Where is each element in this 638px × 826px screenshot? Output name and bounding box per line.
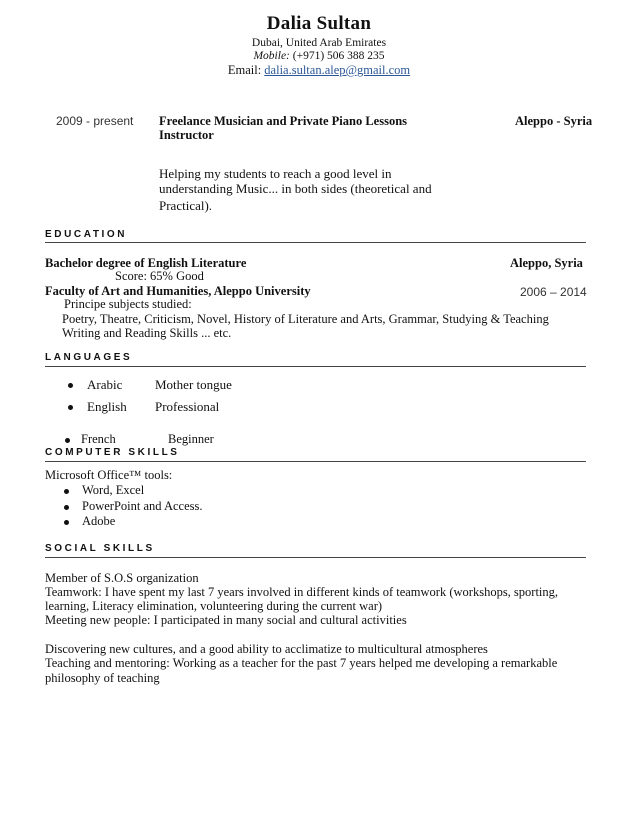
- social-skills-line: philosophy of teaching: [45, 671, 160, 685]
- social-skills-line: learning, Literacy elimination, volunteering during the current war): [45, 599, 383, 613]
- language-name: French: [81, 432, 116, 446]
- social-skills-line: Discovering new cultures, and a good ability to acclimatize to multicultural atmospheres: [45, 642, 488, 656]
- bullet-icon: [65, 438, 70, 443]
- mobile-label: Mobile:: [253, 50, 290, 62]
- language-level: Beginner: [168, 432, 214, 446]
- email-line: [0, 63, 638, 78]
- education-faculty: Faculty of Art and Humanities, Aleppo University: [45, 284, 311, 298]
- computer-skills-heading: COMPUTER SKILLS: [45, 447, 180, 458]
- social-skills-line: Teamwork: I have spent my last 7 years involved in different kinds of teamwork (workshops, sporting,: [45, 585, 559, 599]
- bullet-icon: [64, 505, 69, 510]
- email-link[interactable]: dalia.sultan.alep@gmail.com: [264, 63, 411, 77]
- experience-title-line1: Freelance Musician and Private Piano Lessons: [159, 114, 408, 128]
- experience-dates: 2009 - present: [56, 114, 134, 128]
- education-dates: 2006 – 2014: [520, 285, 587, 299]
- social-skills-line: Member of S.O.S organization: [45, 571, 199, 585]
- bullet-icon: [64, 489, 69, 494]
- experience-desc-line3: Practical).: [159, 198, 213, 213]
- language-name: English: [87, 399, 127, 414]
- languages-divider: [45, 366, 586, 367]
- language-level: Professional: [155, 399, 220, 414]
- education-heading: EDUCATION: [45, 229, 128, 240]
- computer-skill-item: Word, Excel: [82, 483, 145, 497]
- education-divider: [45, 242, 586, 243]
- social-skills-line: Meeting new people: I participated in many social and cultural activities: [45, 613, 407, 627]
- education-subjects-line2: Writing and Reading Skills ... etc.: [62, 326, 232, 340]
- computer-skill-item: Adobe: [82, 514, 116, 528]
- experience-desc-line1: Helping my students to reach a good level in: [159, 166, 392, 181]
- bullet-icon: [64, 520, 69, 525]
- social-skills-divider: [45, 557, 586, 558]
- language-name: Arabic: [87, 377, 123, 392]
- address: Dubai, United Arab Emirates: [251, 37, 387, 49]
- experience-title-line2: Instructor: [159, 128, 214, 142]
- experience-location: Aleppo - Syria: [515, 114, 593, 128]
- bullet-icon: [68, 383, 73, 388]
- computer-skills-divider: [45, 461, 586, 462]
- education-degree: Bachelor degree of English Literature: [45, 256, 247, 270]
- resume-name: Dalia Sultan: [266, 13, 372, 34]
- experience-desc-line2: understanding Music... in both sides (theoretical and: [159, 181, 432, 196]
- computer-skills-intro: Microsoft Office™ tools:: [45, 468, 173, 482]
- mobile-number: (+971) 506 388 235: [292, 50, 385, 62]
- computer-skill-item: PowerPoint and Access.: [82, 499, 203, 513]
- mobile-line: [0, 50, 638, 62]
- languages-heading: LANGUAGES: [45, 352, 133, 363]
- language-level: Mother tongue: [155, 377, 232, 392]
- education-subjects-line1: Poetry, Theatre, Criticism, Novel, History of Literature and Arts, Grammar, Studying & Teaching: [62, 312, 549, 326]
- bullet-icon: [68, 405, 73, 410]
- social-skills-line: Teaching and mentoring: Working as a teacher for the past 7 years helped me developing a remarkable: [45, 656, 558, 670]
- email-label: Email:: [227, 63, 262, 77]
- social-skills-heading: SOCIAL SKILLS: [45, 543, 155, 554]
- education-location: Aleppo, Syria: [510, 256, 583, 270]
- education-subjects-label: Principe subjects studied:: [64, 297, 192, 311]
- education-score: Score: 65% Good: [115, 269, 204, 283]
